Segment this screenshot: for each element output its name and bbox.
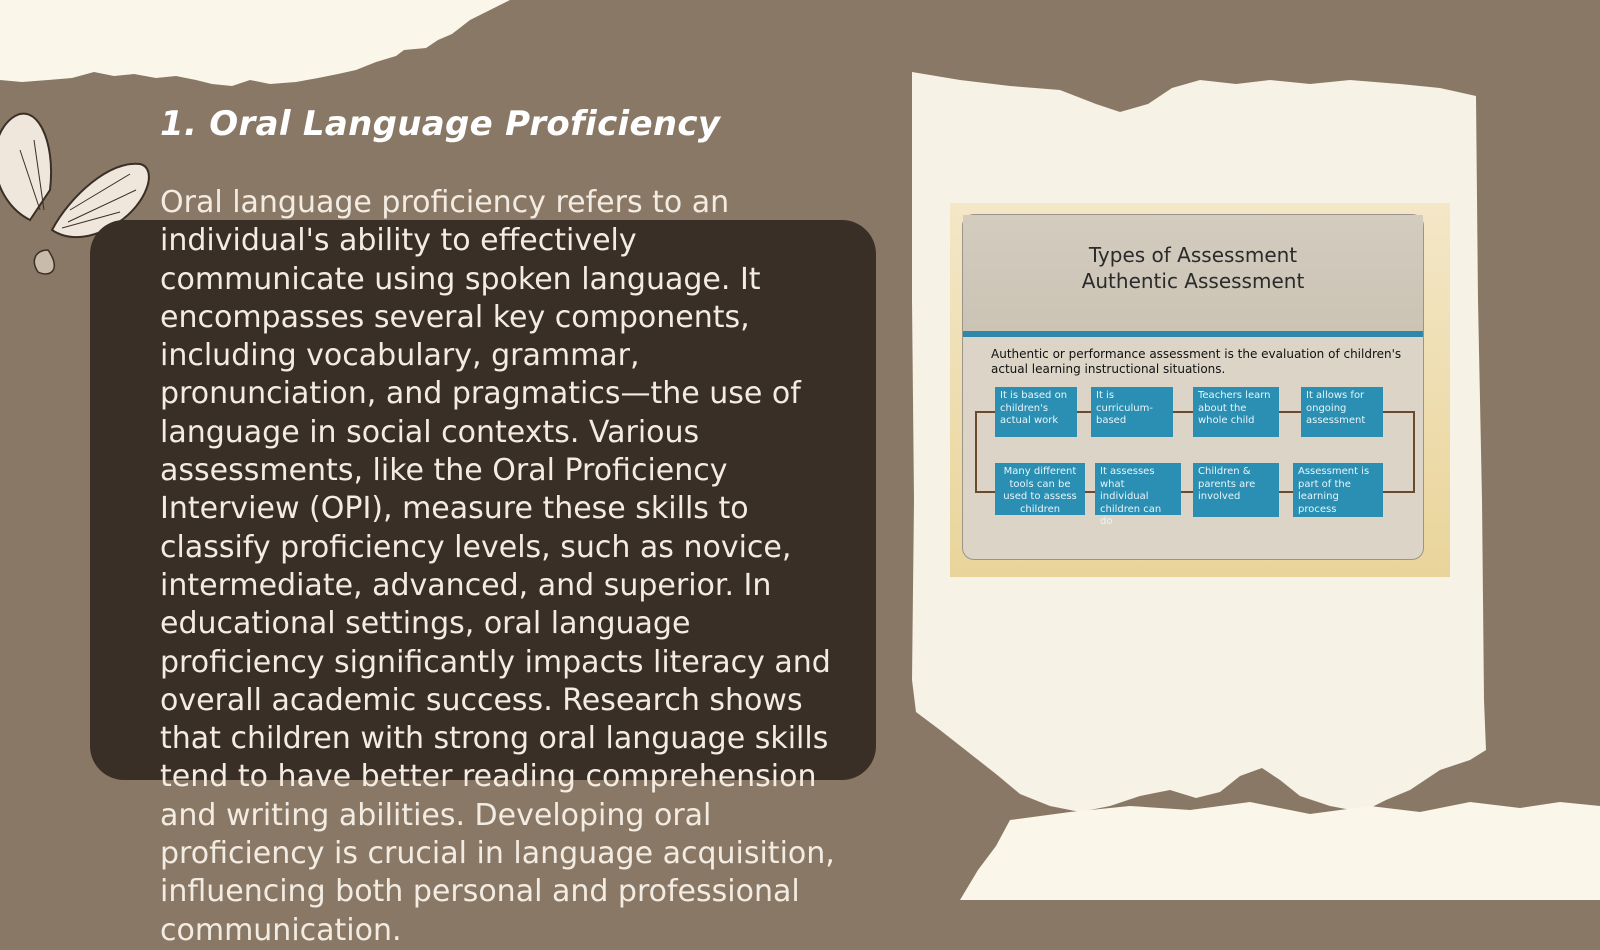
diagram-divider: [963, 331, 1423, 337]
slide-title: 1. Oral Language Proficiency: [160, 104, 721, 144]
assessment-diagram: [962, 214, 1424, 560]
diagram-title-line1: Types of Assessment: [1088, 243, 1298, 267]
connector-left: [975, 411, 977, 493]
diagram-box: It assesses what individual children can do: [1095, 463, 1181, 515]
diagram-box: It allows for ongoing assessment: [1301, 387, 1383, 437]
diagram-box: It is curriculum-based: [1091, 387, 1173, 437]
diagram-box: Children & parents are involved: [1193, 463, 1279, 517]
diagram-description: Authentic or performance assessment is the evaluation of children's actual learning instructional situations.: [991, 347, 1402, 376]
diagram-box: Many different tools can be used to assess children: [995, 463, 1085, 515]
diagram-box: Teachers learn about the whole child: [1193, 387, 1279, 437]
diagram-box: Assessment is part of the learning process: [1293, 463, 1383, 517]
diagram-title-line2: Authentic Assessment: [1081, 269, 1305, 293]
diagram-box: It is based on children's actual work: [995, 387, 1077, 437]
connector-right: [1413, 411, 1415, 493]
body-paragraph: Oral language proficiency refers to an individual's ability to effectively communicate using spoken language. It encompasses several key components, including vocabulary, grammar, pronunciation, and pragmatics—the use of language in social contexts. Various assessments, like the Oral Proficiency Interview (OPI), measure these skills to classify proficiency levels, such as novice, intermediate, advanced, and superior. In educational settings, oral language proficiency significantly impacts literacy and overall academic success. Research shows that children with strong oral language skills tend to have better reading comprehension and writing abilities. Developing oral proficiency is crucial in language acquisition, influencing both personal and professional communication.: [160, 185, 835, 948]
